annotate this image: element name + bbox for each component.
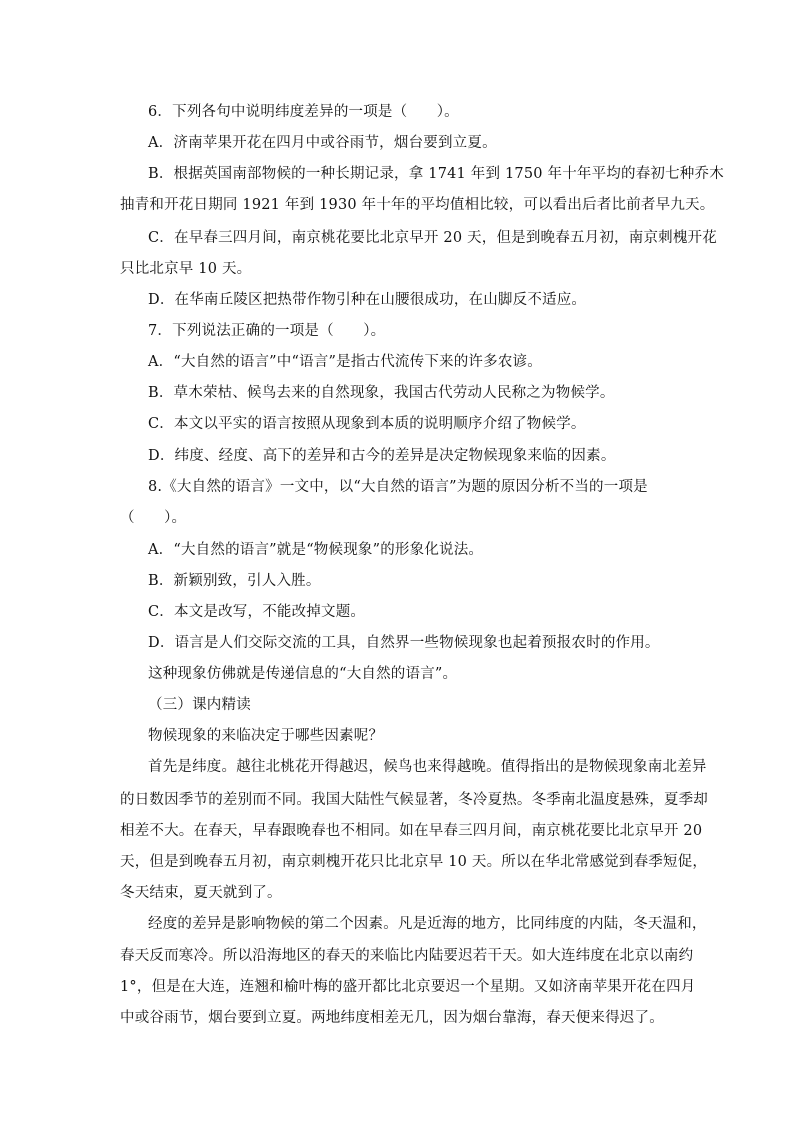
passage-paragraph-1-line-4: 天，但是到晚春五月初，南京刺槐开花只比北京早 10 天。所以在华北常感觉到春季短促， xyxy=(120,854,708,870)
question-7-stem: 7．下列说法正确的一项是（ ）。 xyxy=(148,323,386,339)
question-8-option-a: A．“大自然的语言”就是“物候现象”的形象化说法。 xyxy=(148,542,484,558)
passage-paragraph-1-line-3: 相差不大。在春天，早春跟晚春也不相同。如在早春三四月间，南京桃花要比北京早开 20 xyxy=(120,823,703,839)
question-8-option-d-cont: 这种现象仿佛就是传递信息的“大自然的语言”。 xyxy=(148,666,458,682)
passage-paragraph-1-line-5: 冬天结束，夏天就到了。 xyxy=(120,885,282,901)
passage-paragraph-2-line-3: 1°，但是在大连，连翘和榆叶梅的盛开都比北京要迟一个星期。又如济南苹果开花在四月 xyxy=(120,979,696,995)
question-6-option-d: D．在华南丘陵区把热带作物引种在山腰很成功，在山脚反不适应。 xyxy=(148,292,587,308)
question-8-stem: 8.《大自然的语言》一文中，以“大自然的语言”为题的原因分析不当的一项是 xyxy=(148,479,648,495)
question-6-option-c: C．在早春三四月间，南京桃花要比北京早开 20 天，但是到晚春五月初，南京刺槐开花 xyxy=(148,230,717,246)
question-8-option-c: C．本文是改写，不能改掉文题。 xyxy=(148,604,366,620)
passage-paragraph-1-line-1: 首先是纬度。越往北桃花开得越迟，候鸟也来得越晚。值得指出的是物候现象南北差异 xyxy=(148,759,707,775)
passage-paragraph-2-line-2: 春天反而寒冷。所以沿海地区的春天的来临比内陆要迟若干天。如大连纬度在北京以南约 xyxy=(120,948,694,964)
question-6-option-c-cont: 只比北京早 10 天。 xyxy=(120,261,252,277)
question-6-option-b: B．根据英国南部物候的一种长期记录，拿 1741 年到 1750 年十年平均的春初七种乔木 xyxy=(148,166,724,182)
question-8-option-d: D．语言是人们交际交流的工具，自然界一些物候现象也起着预报农时的作用。 xyxy=(148,635,660,651)
passage-question: 物候现象的来临决定于哪些因素呢？ xyxy=(148,728,384,744)
question-8-stem-cont: （ ）。 xyxy=(120,510,187,526)
question-7-option-c: C．本文以平实的语言按照从现象到本质的说明顺序介绍了物候学。 xyxy=(148,416,586,432)
question-7-option-d: D．纬度、经度、高下的差异和古今的差异是决定物候现象来临的因素。 xyxy=(148,448,616,464)
passage-paragraph-1-line-2: 的日数因季节的差别而不同。我国大陆性气候显著，冬冷夏热。冬季南北温度悬殊，夏季却 xyxy=(120,792,708,808)
passage-paragraph-2-line-1: 经度的差异是影响物候的第二个因素。凡是近海的地方，比同纬度的内陆，冬天温和， xyxy=(148,916,707,932)
question-7-option-b: B．草木荣枯、候鸟去来的自然现象，我国古代劳动人民称之为物候学。 xyxy=(148,385,615,401)
passage-paragraph-2-line-4: 中或谷雨节，烟台要到立夏。两地纬度相差无几，因为烟台靠海，春天便来得迟了。 xyxy=(120,1010,664,1026)
question-6-option-a: A．济南苹果开花在四月中或谷雨节，烟台要到立夏。 xyxy=(148,135,497,151)
question-7-option-a: A．“大自然的语言”中“语言”是指古代流传下来的许多农谚。 xyxy=(148,354,542,370)
section-heading: （三）课内精读 xyxy=(148,697,251,713)
question-8-option-b: B．新颖别致，引人入胜。 xyxy=(148,573,321,589)
question-6-option-b-cont: 抽青和开花日期同 1921 年到 1930 年十年的平均值相比较，可以看出后者比前者早九天。 xyxy=(120,197,715,213)
question-6-stem: 6．下列各句中说明纬度差异的一项是（ ）。 xyxy=(148,104,459,120)
